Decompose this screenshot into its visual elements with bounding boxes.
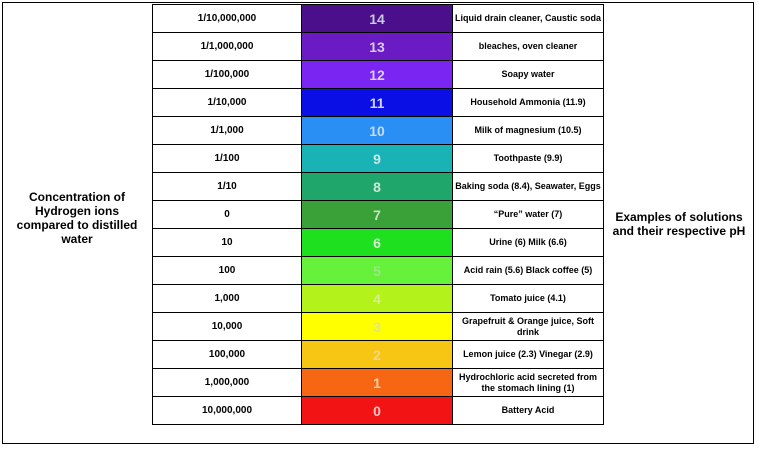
ph-row [153, 313, 604, 341]
ph-row [153, 285, 604, 313]
concentration-cell: 10,000 [153, 313, 302, 341]
concentration-cell: 1,000 [153, 285, 302, 313]
concentration-cell: 1,000,000 [153, 369, 302, 397]
concentration-cell: 1/1,000,000 [153, 33, 302, 61]
ph-row [153, 33, 604, 61]
example-cell: Liquid drain cleaner, Caustic soda [453, 5, 604, 33]
ph-row [153, 61, 604, 89]
ph-value-cell: 13 [302, 33, 453, 61]
ph-row [153, 397, 604, 425]
concentration-cell: 100,000 [153, 341, 302, 369]
ph-value-cell: 1 [302, 369, 453, 397]
concentration-cell: 10,000,000 [153, 397, 302, 425]
example-cell: Milk of magnesium (10.5) [453, 117, 604, 145]
ph-row [153, 117, 604, 145]
ph-value-cell: 5 [302, 257, 453, 285]
example-cell: Hydrochloric acid secreted from the stomach lining (1) [453, 369, 604, 397]
ph-row [153, 341, 604, 369]
ph-value-cell: 14 [302, 5, 453, 33]
example-cell: Acid rain (5.6) Black coffee (5) [453, 257, 604, 285]
concentration-cell: 0 [153, 201, 302, 229]
ph-value-cell: 10 [302, 117, 453, 145]
ph-scale-table [152, 4, 604, 425]
example-cell: Baking soda (8.4), Seawater, Eggs [453, 173, 604, 201]
ph-value-cell: 11 [302, 89, 453, 117]
concentration-cell: 1/100 [153, 145, 302, 173]
example-cell: Toothpaste (9.9) [453, 145, 604, 173]
ph-value-cell: 9 [302, 145, 453, 173]
concentration-cell: 100 [153, 257, 302, 285]
example-cell: Tomato juice (4.1) [453, 285, 604, 313]
example-cell: Battery Acid [453, 397, 604, 425]
ph-value-cell: 7 [302, 201, 453, 229]
ph-row [153, 369, 604, 397]
concentration-cell: 1/10,000,000 [153, 5, 302, 33]
ph-value-cell: 8 [302, 173, 453, 201]
example-cell: Grapefruit & Orange juice, Soft drink [453, 313, 604, 341]
ph-value-cell: 6 [302, 229, 453, 257]
concentration-cell: 1/10 [153, 173, 302, 201]
concentration-cell: 1/10,000 [153, 89, 302, 117]
ph-row [153, 89, 604, 117]
ph-value-cell: 3 [302, 313, 453, 341]
example-cell: Soapy water [453, 61, 604, 89]
ph-value-cell: 2 [302, 341, 453, 369]
ph-row [153, 173, 604, 201]
ph-row [153, 201, 604, 229]
examples-axis-label: Examples of solutions and their respective pH [612, 210, 746, 238]
ph-value-cell: 12 [302, 61, 453, 89]
example-cell: Household Ammonia (11.9) [453, 89, 604, 117]
ph-value-cell: 4 [302, 285, 453, 313]
concentration-cell: 1/100,000 [153, 61, 302, 89]
example-cell: Lemon juice (2.3) Vinegar (2.9) [453, 341, 604, 369]
ph-row [153, 145, 604, 173]
ph-row [153, 5, 604, 33]
ph-value-cell: 0 [302, 397, 453, 425]
example-cell: bleaches, oven cleaner [453, 33, 604, 61]
example-cell: Urine (6) Milk (6.6) [453, 229, 604, 257]
concentration-cell: 1/1,000 [153, 117, 302, 145]
concentration-axis-label: Concentration of Hydrogen ions compared to distilled water [16, 190, 138, 246]
concentration-cell: 10 [153, 229, 302, 257]
ph-row [153, 257, 604, 285]
example-cell: “Pure” water (7) [453, 201, 604, 229]
ph-row [153, 229, 604, 257]
